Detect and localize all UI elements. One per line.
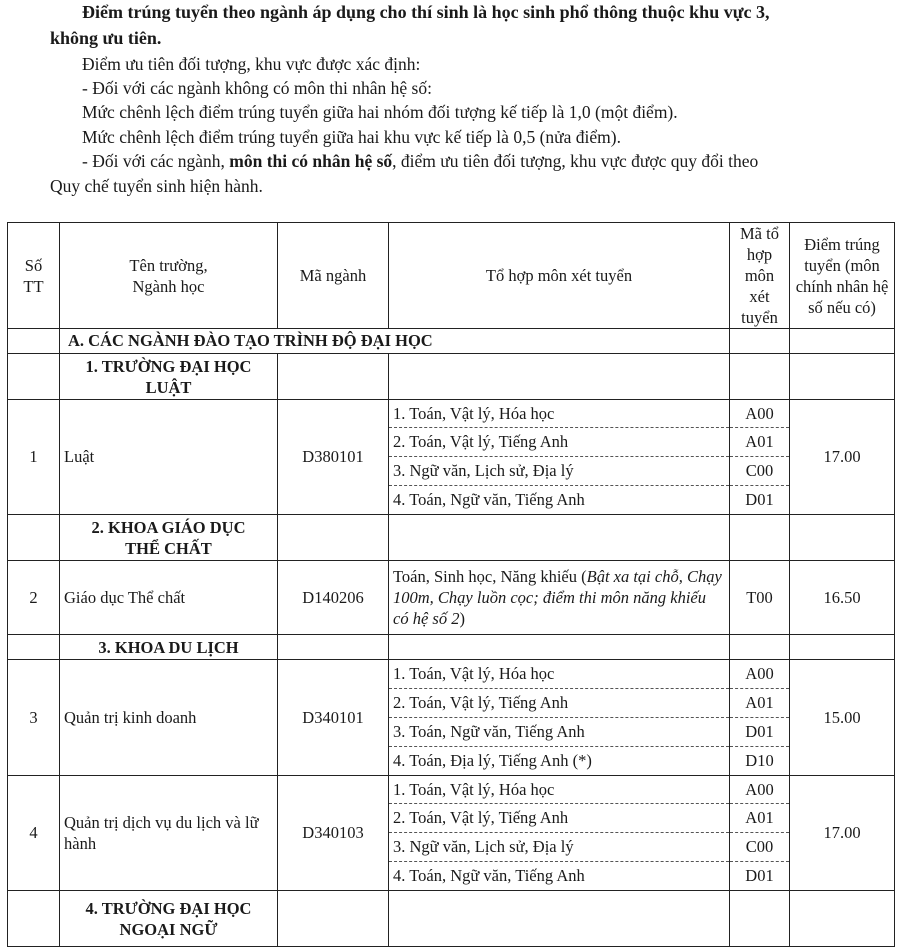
group4-combo-code: [730, 891, 790, 947]
group4-title: 4. TRƯỜNG ĐẠI HỌC NGOẠI NGỮ: [60, 891, 278, 947]
group1-code: [278, 354, 389, 400]
row2-code: D140206: [278, 561, 389, 635]
header-stt: Số TT: [8, 223, 60, 329]
intro-line-7-c: , điểm ưu tiên đối tượng, khu vực được quy đổi theo: [392, 151, 759, 171]
row3-code: D340101: [278, 660, 389, 776]
header-name: Tên trường, Ngành học: [60, 223, 278, 329]
row3-stt: 3: [8, 660, 60, 776]
intro-line-7-a: - Đối với các ngành,: [82, 151, 230, 171]
group1-combo: [389, 354, 730, 400]
intro-line-7: [82, 151, 758, 172]
intro-line-3: Điểm ưu tiên đối tượng, khu vực được xác định:: [82, 54, 421, 74]
row3-combo-1: 1. Toán, Vật lý, Hóa học: [389, 660, 730, 689]
row3-combo-code-3: D01: [730, 718, 790, 747]
row3-combo-4: 4. Toán, Địa lý, Tiếng Anh (*): [389, 747, 730, 776]
row2-combo: [389, 561, 730, 635]
header-code: Mã ngành: [278, 223, 389, 329]
intro-line-6: Mức chênh lệch điểm trúng tuyển giữa hai khu vực kế tiếp là 0,5 (nửa điểm).: [82, 127, 621, 147]
row3-combo-code-2: A01: [730, 689, 790, 718]
group1-combo-code: [730, 354, 790, 400]
row1-code: D380101: [278, 400, 389, 515]
row1-combo-code-2: A01: [730, 428, 790, 457]
row2-name: Giáo dục Thể chất: [60, 561, 278, 635]
row1-combo-code-4: D01: [730, 486, 790, 515]
group3-combo: [389, 635, 730, 660]
row2-combo-plain: Toán, Sinh học, Năng khiếu (: [393, 567, 587, 586]
group2-row: [8, 515, 895, 561]
intro-line-2: không ưu tiên.: [50, 28, 162, 48]
table-row: [8, 561, 895, 635]
row4-name: Quản trị dịch vụ du lịch và lữ hành: [60, 776, 278, 891]
row2-combo-code: T00: [730, 561, 790, 635]
group3-score: [790, 635, 895, 660]
row3-combo-3: 3. Toán, Ngữ văn, Tiếng Anh: [389, 718, 730, 747]
group3-combo-code: [730, 635, 790, 660]
section-a-row: [8, 329, 895, 354]
group2-combo: [389, 515, 730, 561]
group4-combo: [389, 891, 730, 947]
group1-title: 1. TRƯỜNG ĐẠI HỌC LUẬT: [60, 354, 278, 400]
row1-combo-1: 1. Toán, Vật lý, Hóa học: [389, 400, 730, 428]
admission-table: [7, 222, 895, 947]
row1-combo-code-1: A00: [730, 400, 790, 428]
row4-combo-4: 4. Toán, Ngữ văn, Tiếng Anh: [389, 862, 730, 891]
group4-score: [790, 891, 895, 947]
section-a-empty-1: [730, 329, 790, 354]
section-a-empty-2: [790, 329, 895, 354]
section-a-title: A. CÁC NGÀNH ĐÀO TẠO TRÌNH ĐỘ ĐẠI HỌC: [60, 329, 730, 354]
row1-combo-2: 2. Toán, Vật lý, Tiếng Anh: [389, 428, 730, 457]
row4-combo-code-2: A01: [730, 804, 790, 833]
row4-code: D340103: [278, 776, 389, 891]
group4-row: [8, 891, 895, 947]
group4-stt: [8, 891, 60, 947]
row1-name: Luật: [60, 400, 278, 515]
table-row: [8, 660, 895, 689]
header-score: Điểm trúng tuyển (môn chính nhân hệ số nếu có): [790, 223, 895, 329]
group3-row: [8, 635, 895, 660]
row4-stt: 4: [8, 776, 60, 891]
group2-stt: [8, 515, 60, 561]
row4-combo-1: 1. Toán, Vật lý, Hóa học: [389, 776, 730, 804]
row3-combo-2: 2. Toán, Vật lý, Tiếng Anh: [389, 689, 730, 718]
header-row: [8, 223, 895, 329]
row4-combo-code-4: D01: [730, 862, 790, 891]
row2-stt: 2: [8, 561, 60, 635]
group2-combo-code: [730, 515, 790, 561]
row1-score: 17.00: [790, 400, 895, 515]
row1-stt: 1: [8, 400, 60, 515]
group1-score: [790, 354, 895, 400]
table-row: [8, 400, 895, 428]
section-a-stt: [8, 329, 60, 354]
header-combo-code: Mã tổ hợp môn xét tuyển: [730, 223, 790, 329]
group1-stt: [8, 354, 60, 400]
intro-line-4: - Đối với các ngành không có môn thi nhân hệ số:: [82, 78, 432, 98]
group2-code: [278, 515, 389, 561]
intro-line-7-bold: môn thi có nhân hệ số: [229, 151, 393, 171]
group2-score: [790, 515, 895, 561]
group4-code: [278, 891, 389, 947]
row3-name: Quản trị kinh doanh: [60, 660, 278, 776]
group1-row: [8, 354, 895, 400]
intro-line-8: Quy chế tuyển sinh hiện hành.: [50, 176, 263, 196]
row1-combo-3: 3. Ngữ văn, Lịch sử, Địa lý: [389, 457, 730, 486]
table-row: [8, 776, 895, 804]
row4-combo-2: 2. Toán, Vật lý, Tiếng Anh: [389, 804, 730, 833]
row4-combo-code-1: A00: [730, 776, 790, 804]
row2-score: 16.50: [790, 561, 895, 635]
intro-line-1: Điểm trúng tuyển theo ngành áp dụng cho thí sinh là học sinh phổ thông thuộc khu vực 3,: [82, 2, 770, 22]
group3-code: [278, 635, 389, 660]
row3-combo-code-1: A00: [730, 660, 790, 689]
group3-stt: [8, 635, 60, 660]
row3-score: 15.00: [790, 660, 895, 776]
group2-title: 2. KHOA GIÁO DỤC THỂ CHẤT: [60, 515, 278, 561]
row4-combo-code-3: C00: [730, 833, 790, 862]
row2-combo-italic: Bật xa tại chỗ, Chạy 100m, Chạy luồn cọc; điểm thi môn năng khiếu có hệ số 2: [393, 567, 722, 628]
intro-line-5: Mức chênh lệch điểm trúng tuyển giữa hai nhóm đối tượng kế tiếp là 1,0 (một điểm).: [82, 102, 678, 122]
row4-score: 17.00: [790, 776, 895, 891]
row3-combo-code-4: D10: [730, 747, 790, 776]
header-combo: Tổ hợp môn xét tuyển: [389, 223, 730, 329]
row4-combo-3: 3. Ngữ văn, Lịch sử, Địa lý: [389, 833, 730, 862]
row1-combo-code-3: C00: [730, 457, 790, 486]
group3-title: 3. KHOA DU LỊCH: [60, 635, 278, 660]
row2-combo-close: ): [459, 609, 465, 628]
row1-combo-4: 4. Toán, Ngữ văn, Tiếng Anh: [389, 486, 730, 515]
